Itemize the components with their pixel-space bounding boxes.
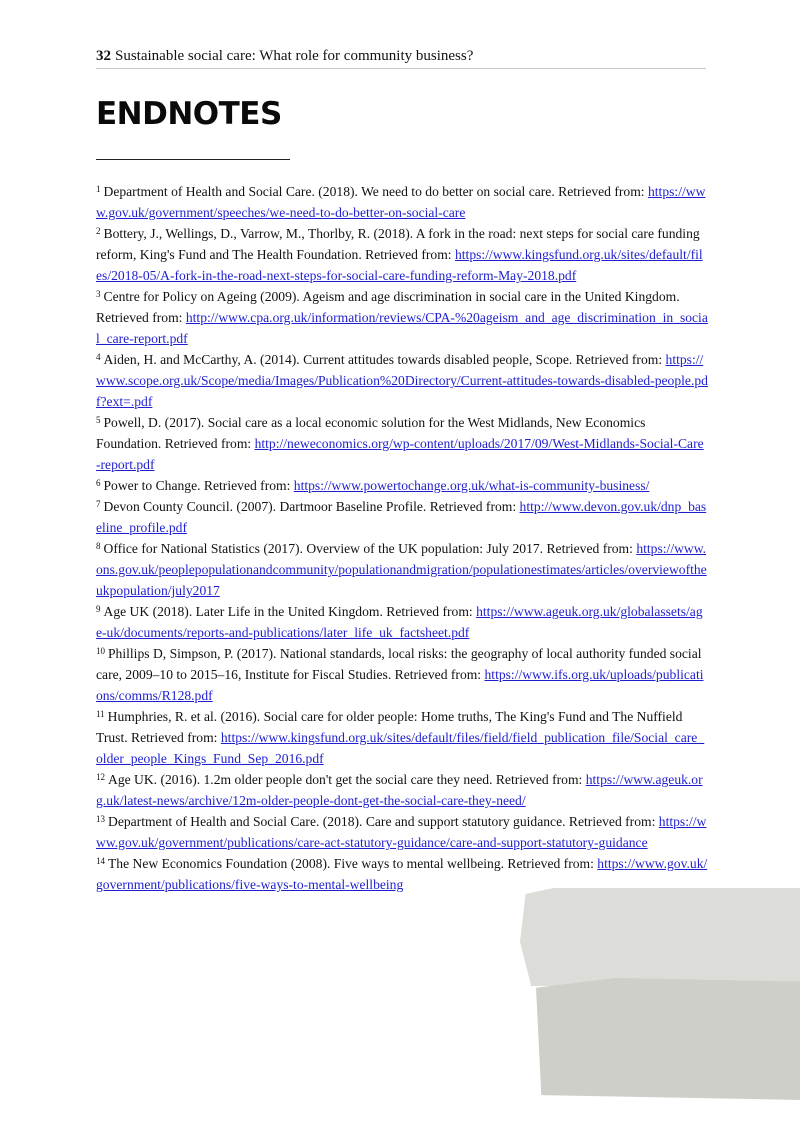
endnote-link[interactable]: https://www.ageuk.org.uk/latest-news/archive/12m-older-people-dont-get-the-social-care-they-need/ xyxy=(96,772,703,808)
endnote-link[interactable]: https://www.scope.org.uk/Scope/media/Images/Publication%20Directory/Current-attitudes-towards-disabled-people.pdf?ext=.pdf xyxy=(96,352,708,409)
endnote-number: 12 xyxy=(96,772,105,782)
heading-rule xyxy=(96,159,290,160)
endnote xyxy=(96,643,708,706)
endnote xyxy=(96,286,708,349)
endnote xyxy=(96,853,708,895)
endnote xyxy=(96,769,708,811)
endnote-number: 9 xyxy=(96,604,101,614)
endnote-link[interactable]: https://www.powertochange.org.uk/what-is-community-business/ xyxy=(293,478,650,493)
endnote-text: Centre for Policy on Ageing (2009). Ageism and age discrimination in social care in the United Kingdom. Retrieved from: xyxy=(96,289,680,325)
endnote-number: 10 xyxy=(96,646,105,656)
endnote xyxy=(96,181,708,223)
endnote-link[interactable]: https://www.ageuk.org.uk/globalassets/age-uk/documents/reports-and-publications/later_life_uk_factsheet.pdf xyxy=(96,604,703,640)
endnote-link[interactable]: http://neweconomics.org/wp-content/uploads/2017/09/West-Midlands-Social-Care-report.pdf xyxy=(96,436,704,472)
endnote-text: Powell, D. (2017). Social care as a local economic solution for the West Midlands, New Economics Foundation. Retrieved from: xyxy=(96,415,646,451)
endnote-text: Bottery, J., Wellings, D., Varrow, M., Thorlby, R. (2018). A fork in the road: next steps for social care funding reform, King's Fund and The Health Foundation. Retrieved from: xyxy=(96,226,700,262)
endnote xyxy=(96,412,708,475)
endnote-text: The New Economics Foundation (2008). Five ways to mental wellbeing. Retrieved from: xyxy=(108,856,594,871)
endnote-text: Phillips D, Simpson, P. (2017). National standards, local risks: the geography of local authority funded social care, 2009–10 to 2015–16, Institute for Fiscal Studies. Retrieved from: xyxy=(96,646,702,682)
endnote-number: 4 xyxy=(96,352,101,362)
page-title: ENDNOTES xyxy=(96,96,282,132)
endnote-number: 3 xyxy=(96,289,101,299)
endnote-text: Department of Health and Social Care. (2018). Care and support statutory guidance. Retrieved from: xyxy=(108,814,656,829)
endnote-text: Humphries, R. et al. (2016). Social care for older people: Home truths, The King's Fund and The Nuffield Trust. Retrieved from: xyxy=(96,709,683,745)
endnote-text: Aiden, H. and McCarthy, A. (2014). Current attitudes towards disabled people, Scope. Retrieved from: xyxy=(103,352,663,367)
endnote-link[interactable]: https://www.kingsfund.org.uk/sites/default/files/field/field_publication_file/Social_care_older_people_Kings_Fund_Sep_2016.pdf xyxy=(96,730,705,766)
endnote-link[interactable]: https://www.gov.uk/government/publications/care-act-statutory-guidance/care-and-support-statutory-guidance xyxy=(96,814,707,850)
endnote xyxy=(96,349,708,412)
endnote-text: Department of Health and Social Care. (2018). We need to do better on social care. Retrieved from: xyxy=(103,184,645,199)
endnote-text: Age UK (2018). Later Life in the United Kingdom. Retrieved from: xyxy=(103,604,473,619)
endnote-link[interactable]: http://www.cpa.org.uk/information/reviews/CPA-%20ageism_and_age_discrimination_in_social_care-report.pdf xyxy=(96,310,708,346)
endnote-number: 8 xyxy=(96,541,101,551)
endnote-number: 2 xyxy=(96,226,101,236)
endnotes-list xyxy=(96,181,708,895)
endnote-text: Devon County Council. (2007). Dartmoor Baseline Profile. Retrieved from: xyxy=(103,499,517,514)
endnote xyxy=(96,706,708,769)
endnote-link[interactable]: https://www.ifs.org.uk/uploads/publications/comms/R128.pdf xyxy=(96,667,704,703)
endnote xyxy=(96,601,708,643)
endnote-number: 11 xyxy=(96,709,105,719)
page-number: 32 xyxy=(96,48,111,64)
endnote-text: Power to Change. Retrieved from: xyxy=(103,478,291,493)
endnote-link[interactable]: https://www.gov.uk/government/publications/five-ways-to-mental-wellbeing xyxy=(96,856,708,892)
endnote-text: Office for National Statistics (2017). Overview of the UK population: July 2017. Retrieved from: xyxy=(103,541,633,556)
endnote-link[interactable]: https://www.ons.gov.uk/peoplepopulationandcommunity/populationandmigration/populationestimates/articles/overviewoftheukpopulation/july2017 xyxy=(96,541,707,598)
endnote-link[interactable]: http://www.devon.gov.uk/dnp_baseline_profile.pdf xyxy=(96,499,707,535)
document-title: Sustainable social care: What role for community business? xyxy=(115,48,474,64)
endnote-number: 13 xyxy=(96,814,105,824)
endnote-number: 1 xyxy=(96,184,101,194)
endnote xyxy=(96,496,708,538)
endnote-link[interactable]: https://www.gov.uk/government/speeches/we-need-to-do-better-on-social-care xyxy=(96,184,706,220)
endnote xyxy=(96,811,708,853)
endnote-number: 5 xyxy=(96,415,101,425)
decorative-grey-patch xyxy=(520,888,800,986)
endnote-text: Age UK. (2016). 1.2m older people don't get the social care they need. Retrieved from: xyxy=(108,772,583,787)
endnote-number: 6 xyxy=(96,478,101,488)
decorative-grey-patch-lower xyxy=(536,978,800,1100)
endnote-number: 7 xyxy=(96,499,101,509)
endnote xyxy=(96,538,708,601)
page-header xyxy=(96,46,706,69)
endnote xyxy=(96,223,708,286)
endnote-link[interactable]: https://www.kingsfund.org.uk/sites/default/files/2018-05/A-fork-in-the-road-next-steps-for-social-care-funding-reform-May-2018.pdf xyxy=(96,247,703,283)
endnote xyxy=(96,475,708,496)
endnote-number: 14 xyxy=(96,856,105,866)
